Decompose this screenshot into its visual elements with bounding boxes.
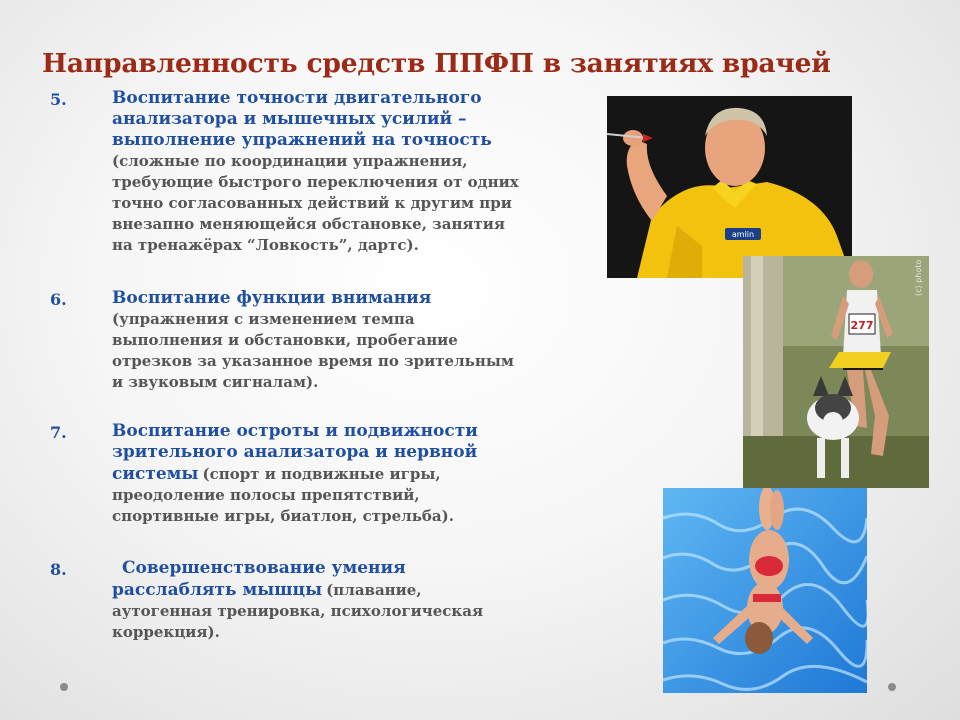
item-heading-line: Совершенствование умения [122,558,406,578]
item-detail-line: точно согласованных действий к другим при [112,194,512,212]
runner-with-dog-photo [743,256,929,488]
bib-number: 277 [850,319,874,332]
decorative-dot-left [60,683,68,691]
item-detail-line: спортивные игры, биатлон, стрельба). [112,507,454,525]
item-detail-line: требующие быстрого переключения от одних [112,173,519,191]
item-inline-detail: (спорт и подвижные игры, [202,465,441,483]
item-detail-line: аутогенная тренировка, психологическая [112,602,484,620]
list-item-8 [50,558,610,643]
list-item-7 [50,421,610,527]
item-number: 8. [50,560,67,579]
item-detail-line: отрезков за указанное время по зрительным [112,352,514,370]
item-heading-line: расслаблять мышцы [112,580,323,600]
item-number: 7. [50,423,67,442]
item-heading-line: системы [112,464,199,484]
item-number: 6. [50,290,67,309]
item-detail-line: и звуковым сигналам). [112,373,319,391]
item-detail-line: (сложные по координации упражнения, [112,152,468,170]
decorative-dot-right [888,683,896,691]
item-heading-line: зрительного анализатора и нервной [112,442,478,462]
shirt-logo: amlin [731,230,755,239]
item-inline-detail: (плавание, [326,581,422,599]
list-item-6 [50,288,610,393]
item-heading-line: выполнение упражнений на точность [112,130,492,150]
swimmer-pool-photo [663,488,867,693]
item-heading-line: Воспитание функции внимания [112,288,432,308]
item-heading-line: Воспитание точности двигательного [112,88,482,108]
item-detail-line: выполнения и обстановки, пробегание [112,331,458,349]
item-number: 5. [50,90,67,109]
item-detail-line: преодоление полосы препятствий, [112,486,420,504]
darts-player-photo [607,96,852,278]
item-detail-line: внезапно меняющейся обстановке, занятия [112,215,506,233]
slide-title: Направленность средств ППФП в занятиях врачей [42,48,831,79]
item-detail-line: коррекция). [112,623,220,641]
list-item-5 [50,88,610,256]
item-heading-line: Воспитание остроты и подвижности [112,421,478,441]
item-detail-line: на тренажёрах “Ловкость”, дартс). [112,236,419,254]
photo-watermark: (c) photo [914,259,923,296]
item-detail-line: (упражнения с изменением темпа [112,310,415,328]
item-heading-line: анализатора и мышечных усилий – [112,109,467,129]
